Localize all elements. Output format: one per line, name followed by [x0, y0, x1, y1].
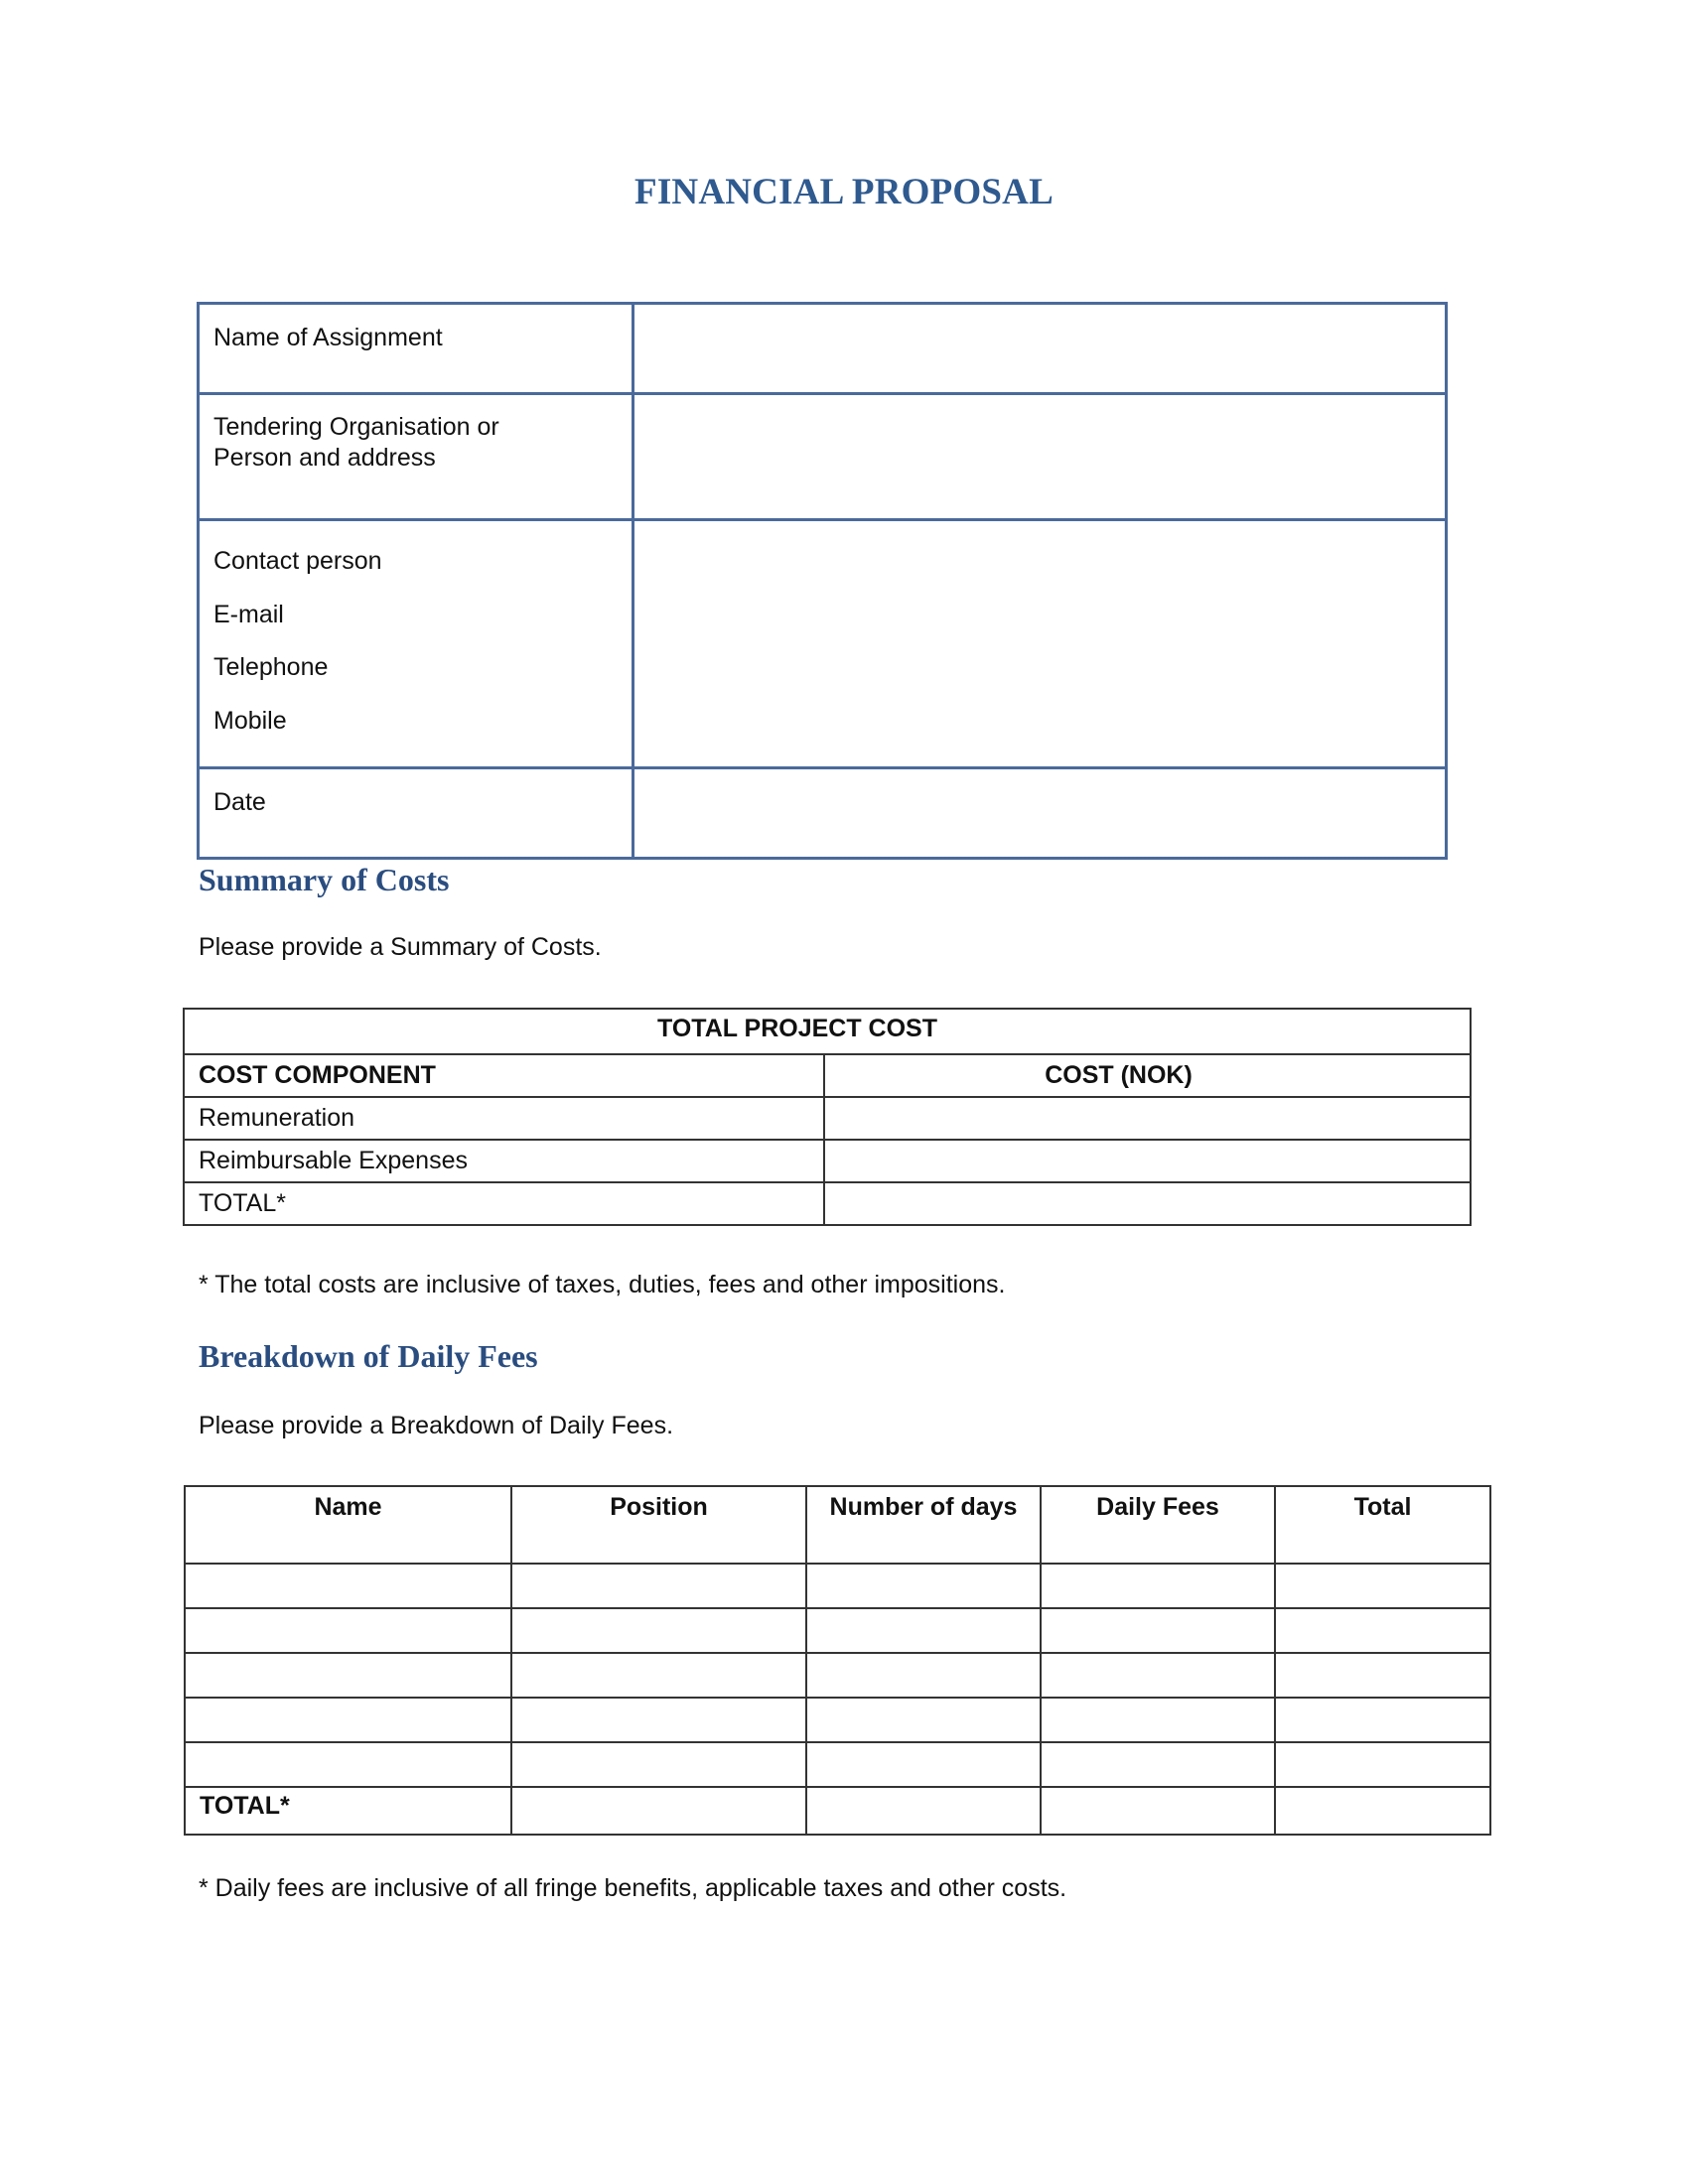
summary-instruction: Please provide a Summary of Costs.: [199, 933, 602, 961]
summary-header-row: [184, 1054, 1471, 1097]
info-label-cell: [199, 394, 633, 520]
table-row: [185, 1653, 1490, 1698]
column-header-cost-component: COST COMPONENT: [184, 1054, 824, 1097]
column-header-daily-fees: Daily Fees: [1041, 1486, 1275, 1564]
position-cell[interactable]: [511, 1653, 806, 1698]
summary-caption-row: [184, 1009, 1471, 1054]
name-cell[interactable]: [185, 1653, 511, 1698]
column-header-position: Position: [511, 1486, 806, 1564]
cost-component-label: Remuneration: [184, 1097, 824, 1140]
total-cell[interactable]: [1275, 1564, 1490, 1608]
table-row: [185, 1742, 1490, 1787]
total-cell[interactable]: [1275, 1653, 1490, 1698]
total-cell[interactable]: [1275, 1742, 1490, 1787]
summary-row-reimbursable: [184, 1140, 1471, 1182]
daily-fees-cell[interactable]: [1041, 1698, 1275, 1742]
daily-fees-cell[interactable]: [1041, 1742, 1275, 1787]
cost-component-label: Reimbursable Expenses: [184, 1140, 824, 1182]
table-row: [185, 1698, 1490, 1742]
label-date: Date: [213, 788, 266, 816]
table-row: [185, 1608, 1490, 1653]
info-row-contact: [199, 520, 1447, 768]
info-row-date: [199, 768, 1447, 859]
position-cell[interactable]: [511, 1608, 806, 1653]
number-of-days-cell[interactable]: [806, 1698, 1041, 1742]
column-header-name: Name: [185, 1486, 511, 1564]
assignment-info-table: [197, 302, 1448, 860]
name-cell[interactable]: [185, 1608, 511, 1653]
name-cell[interactable]: [185, 1564, 511, 1608]
daily-fees-cell[interactable]: [1041, 1608, 1275, 1653]
column-header-cost-nok: COST (NOK): [824, 1054, 1471, 1097]
total-label: TOTAL*: [185, 1787, 511, 1835]
total-cell[interactable]: [1275, 1608, 1490, 1653]
summary-row-remuneration: [184, 1097, 1471, 1140]
breakdown-of-daily-fees-heading: Breakdown of Daily Fees: [199, 1338, 538, 1374]
label-tendering-organisation: Tendering Organisation or: [213, 413, 499, 441]
table-row: [185, 1564, 1490, 1608]
name-of-assignment-field[interactable]: [633, 304, 1447, 394]
reimbursable-expenses-cost-field[interactable]: [824, 1140, 1471, 1182]
position-cell[interactable]: [511, 1742, 806, 1787]
daily-fees-cell[interactable]: [1041, 1564, 1275, 1608]
number-of-days-cell[interactable]: [806, 1742, 1041, 1787]
label-person-and-address: Person and address: [213, 444, 436, 472]
info-row-organisation: [199, 394, 1447, 520]
label-contact-person: Contact person: [213, 547, 382, 575]
info-row-assignment: [199, 304, 1447, 394]
label-name-of-assignment: Name of Assignment: [213, 324, 443, 351]
info-label-cell: [199, 304, 633, 394]
summary-of-costs-table: [183, 1008, 1472, 1226]
breakdown-total-row: [185, 1787, 1490, 1835]
daily-fees-breakdown-table: [184, 1485, 1491, 1836]
summary-footnote: * The total costs are inclusive of taxes, duties, fees and other impositions.: [199, 1271, 1006, 1298]
contact-details-field[interactable]: [633, 520, 1447, 768]
remuneration-cost-field[interactable]: [824, 1097, 1471, 1140]
daily-fees-cell[interactable]: [1041, 1653, 1275, 1698]
breakdown-footnote: * Daily fees are inclusive of all fringe benefits, applicable taxes and other costs.: [199, 1874, 1067, 1902]
total-number-of-days-cell[interactable]: [806, 1787, 1041, 1835]
position-cell[interactable]: [511, 1698, 806, 1742]
column-header-number-of-days: Number of days: [806, 1486, 1041, 1564]
organisation-address-field[interactable]: [633, 394, 1447, 520]
number-of-days-cell[interactable]: [806, 1608, 1041, 1653]
summary-row-total: [184, 1182, 1471, 1225]
info-label-cell: [199, 520, 633, 768]
name-cell[interactable]: [185, 1698, 511, 1742]
position-cell[interactable]: [511, 1564, 806, 1608]
total-cost-field[interactable]: [824, 1182, 1471, 1225]
label-mobile: Mobile: [213, 706, 287, 735]
total-position-cell[interactable]: [511, 1787, 806, 1835]
column-header-total: Total: [1275, 1486, 1490, 1564]
page-title: FINANCIAL PROPOSAL: [634, 172, 1054, 212]
grand-total-cell[interactable]: [1275, 1787, 1490, 1835]
total-project-cost-caption: TOTAL PROJECT COST: [184, 1009, 1471, 1054]
number-of-days-cell[interactable]: [806, 1653, 1041, 1698]
info-label-cell: [199, 768, 633, 859]
cost-component-label: TOTAL*: [184, 1182, 824, 1225]
label-telephone: Telephone: [213, 653, 329, 681]
breakdown-header-row: [185, 1486, 1490, 1564]
breakdown-instruction: Please provide a Breakdown of Daily Fees.: [199, 1412, 674, 1439]
total-daily-fees-cell[interactable]: [1041, 1787, 1275, 1835]
number-of-days-cell[interactable]: [806, 1564, 1041, 1608]
label-email: E-mail: [213, 600, 284, 628]
summary-of-costs-heading: Summary of Costs: [199, 862, 450, 897]
date-field[interactable]: [633, 768, 1447, 859]
total-cell[interactable]: [1275, 1698, 1490, 1742]
name-cell[interactable]: [185, 1742, 511, 1787]
